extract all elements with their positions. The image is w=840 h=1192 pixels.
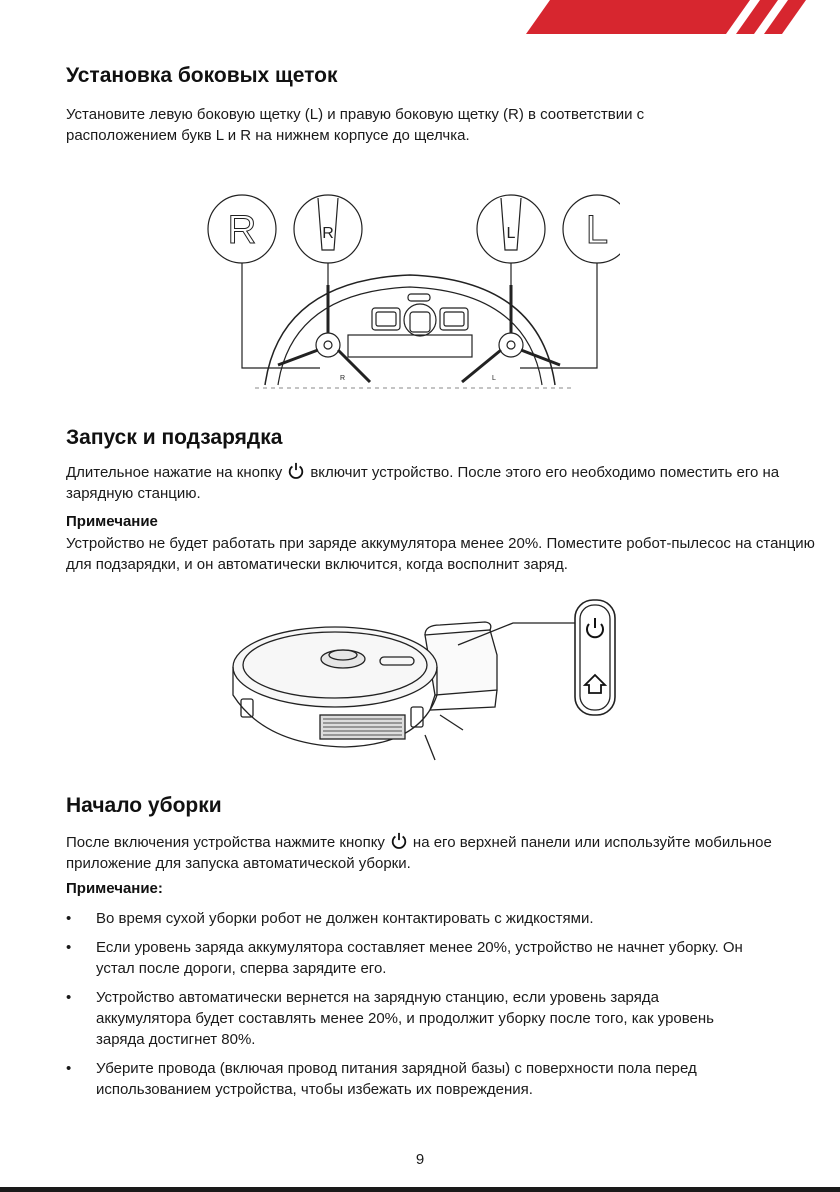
- cleaning-text-before-icon: После включения устройства нажмите кнопку: [66, 834, 385, 851]
- robot-dock-figure: [225, 595, 625, 770]
- section-title-startup-charging: Запуск и подзарядка: [66, 426, 283, 449]
- footer-rule: [0, 1187, 840, 1192]
- callout-label-r-small: R: [322, 225, 334, 242]
- callout-label-r-large: R: [227, 208, 257, 252]
- side-brushes-instructions: Установите левую боковую щетку (L) и правую боковую щетку (R) в соответствии с расположением букв L и R на нижнем корпусе до щелчка.: [66, 106, 645, 144]
- startup-instructions: [66, 462, 786, 504]
- header-stripes-decoration: [510, 0, 840, 34]
- section-title-side-brushes: Установка боковых щеток: [66, 64, 338, 87]
- bullet-marker: •: [66, 939, 72, 956]
- power-icon: [287, 462, 305, 480]
- bullet-text-2: Если уровень заряда аккумулятора составляет менее 20%, устройство не начнет уборку. Он устал после дороги, сперва зарядите его.: [96, 939, 743, 977]
- note-text-charging: Устройство не будет работать при заряде аккумулятора менее 20%. Поместите робот-пылесос на станцию для подзарядки, и он автоматически включится, когда восполнит заряд.: [66, 535, 815, 573]
- bullet-text-4: Уберите провода (включая провод питания зарядной базы) с поверхности пола перед использованием устройства, чтобы избежать их повреждения.: [96, 1060, 697, 1098]
- callout-label-l-small: L: [506, 225, 516, 242]
- startup-text-after-icon: включит устройство. После этого его необходимо поместить его на зарядную станцию.: [66, 464, 780, 502]
- power-icon: [390, 832, 408, 850]
- bullet-marker: •: [66, 910, 72, 927]
- brush-mark-l: L: [492, 375, 496, 382]
- callout-label-l-large: L: [585, 208, 609, 252]
- startup-text-before-icon: Длительное нажатие на кнопку: [66, 464, 283, 481]
- page-number: 9: [415, 1151, 425, 1168]
- note-label-charging: Примечание: [66, 513, 158, 530]
- side-brush-installation-figure: [200, 190, 620, 395]
- note-label-cleaning: Примечание:: [66, 880, 163, 897]
- bullet-text-3: Устройство автоматически вернется на зарядную станцию, если уровень заряда аккумулятора будет составлять менее 20%, и продолжит уборку после того, как уровень заряда достигнет 80%.: [96, 989, 714, 1048]
- start-cleaning-instructions: [66, 832, 786, 874]
- bullet-marker: •: [66, 1060, 72, 1077]
- brush-mark-r: R: [340, 375, 346, 382]
- cleaning-text-after-icon: на его верхней панели или используйте мобильное приложение для запуска автоматической уборки.: [66, 834, 772, 872]
- bullet-marker: •: [66, 989, 72, 1006]
- section-title-start-cleaning: Начало уборки: [66, 794, 222, 817]
- bullet-text-1: Во время сухой уборки робот не должен контактировать с жидкостями.: [96, 910, 594, 927]
